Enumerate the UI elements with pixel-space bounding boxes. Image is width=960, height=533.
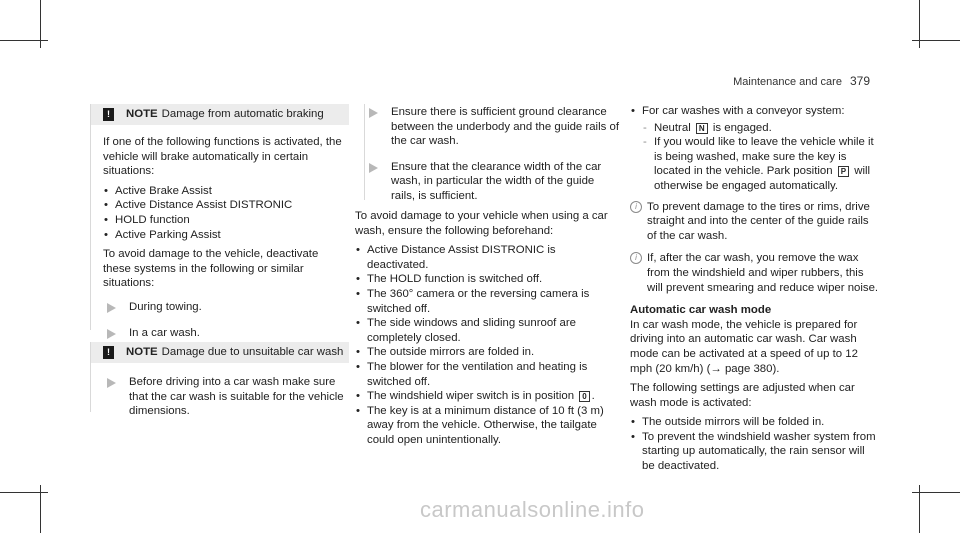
note-label: NOTE (126, 346, 158, 359)
note-body (91, 125, 349, 340)
step (103, 375, 349, 419)
warning-icon: ! (103, 108, 114, 121)
precautions-intro: To avoid damage to your vehicle when using a car wash, ensure the following beforehand: (355, 210, 608, 237)
watermark: carmanualsonline.info (420, 497, 645, 522)
note-unsuitable-car-wash (90, 342, 349, 418)
precautions-list (355, 243, 620, 447)
step (103, 300, 349, 315)
park-position-symbol: P (838, 166, 849, 177)
step-text: Ensure there is sufficient ground clearance between the underbody and the guide rails of the car wash. (391, 106, 619, 148)
running-header (733, 74, 870, 90)
step-arrow-icon (369, 163, 378, 173)
info-note (630, 251, 880, 295)
info-text: If, after the car wash, you remove the wax from the windshield and wiper rubbers, this will prevent smearing and reduce wiper noise. (647, 252, 879, 294)
note-header (91, 104, 349, 125)
list-item: • The side windows and sliding sunroof are completely closed. (355, 316, 620, 345)
paragraph: The following settings are adjusted when car wash mode is activated: (630, 382, 855, 409)
conveyor-sublist (630, 121, 880, 194)
crop-mark (912, 492, 960, 493)
sublist-text: If you would like to leave the vehicle while it is being washed, make sure the key is located in the vehicle. Park position (654, 136, 874, 178)
crop-mark (912, 40, 960, 41)
info-icon: i (630, 252, 642, 264)
paragraph: In car wash mode, the vehicle is prepared for driving into an automatic car wash. Car wash mode can be activated at a speed of up to 12 mph (20 km/h) (→ page 380). (630, 318, 858, 375)
note-continuation (364, 104, 621, 200)
list-item: • The windshield wiper switch is in position 0 . (355, 389, 620, 404)
info-icon: i (630, 201, 642, 213)
note-intro: If one of the following functions is activated, the vehicle will brake automatically in certain situations: (103, 136, 342, 178)
list-item: • To prevent the windshield washer system from starting up automatically, the rain sensor will be deactivated. (630, 430, 880, 474)
note-subtitle: Damage due to unsuitable car wash (161, 346, 344, 359)
sublist-text: is engaged. (712, 121, 772, 134)
list-item: • For car washes with a conveyor system: (630, 104, 880, 119)
list-item: • The 360° camera or the reversing camera is switched off. (355, 287, 620, 316)
neutral-gear-symbol: N (696, 123, 708, 134)
note-body (91, 363, 349, 419)
step-arrow-icon (107, 378, 116, 388)
sublist-text: Neutral (654, 121, 691, 134)
step-text: Ensure that the clearance width of the car wash, in particular the width of the guide rails, is sufficient. (391, 160, 602, 202)
list-item: • Active Distance Assist DISTRONIC is deactivated. (355, 243, 620, 272)
step (365, 105, 621, 149)
warning-icon: ! (103, 346, 114, 359)
list-item (642, 121, 880, 136)
list-item: • Active Parking Assist (103, 228, 349, 243)
step-text: Before driving into a car wash make sure that the car wash is suitable for the vehicle dimensions. (129, 376, 344, 418)
right-column (630, 104, 880, 479)
note-label: NOTE (126, 108, 158, 121)
list-item-text: The windshield wiper switch is in position (367, 390, 575, 403)
list-item: • The outside mirrors are folded in. (355, 345, 620, 360)
list-item: • Active Distance Assist DISTRONIC (103, 198, 349, 213)
list-item: • The HOLD function is switched off. (355, 272, 620, 287)
sublist-text: will otherwise be engaged automatically. (654, 165, 871, 192)
step-arrow-icon (369, 108, 378, 118)
list-item: • The outside mirrors will be folded in. (630, 415, 880, 430)
step (365, 160, 621, 204)
note-subtitle: Damage from automatic braking (161, 108, 324, 121)
crop-mark (0, 492, 48, 493)
conveyor-list (630, 104, 880, 119)
list-item (642, 135, 880, 193)
note-header (91, 342, 349, 363)
step-text: In a car wash. (129, 326, 200, 339)
crop-mark (0, 40, 48, 41)
function-list (103, 184, 349, 242)
list-item: • The key is at a minimum distance of 10 ft (3 m) away from the vehicle. Otherwise, the tailgate could open unintentionally. (355, 404, 620, 448)
step-arrow-icon (107, 303, 116, 313)
step-text: During towing. (129, 300, 202, 313)
note-outro: To avoid damage to the vehicle, deactivate these systems in the following or similar situations: (103, 248, 319, 290)
car-wash-precautions (355, 209, 620, 453)
list-item: • Active Brake Assist (103, 184, 349, 199)
info-note (630, 200, 880, 244)
info-text: To prevent damage to the tires or rims, drive straight and into the center of the guide rails of the car wash. (647, 200, 870, 242)
step (103, 326, 349, 341)
wiper-position-symbol: 0 (579, 391, 589, 402)
step-arrow-icon (107, 329, 116, 339)
list-item: • HOLD function (103, 213, 349, 228)
section-title: Maintenance and care (733, 76, 842, 88)
list-item: • The blower for the ventilation and heating is switched off. (355, 360, 620, 389)
mode-settings-list (630, 415, 880, 473)
page-number: 379 (849, 74, 870, 88)
note-automatic-braking (90, 104, 349, 339)
section-heading: Automatic car wash mode (630, 304, 772, 317)
